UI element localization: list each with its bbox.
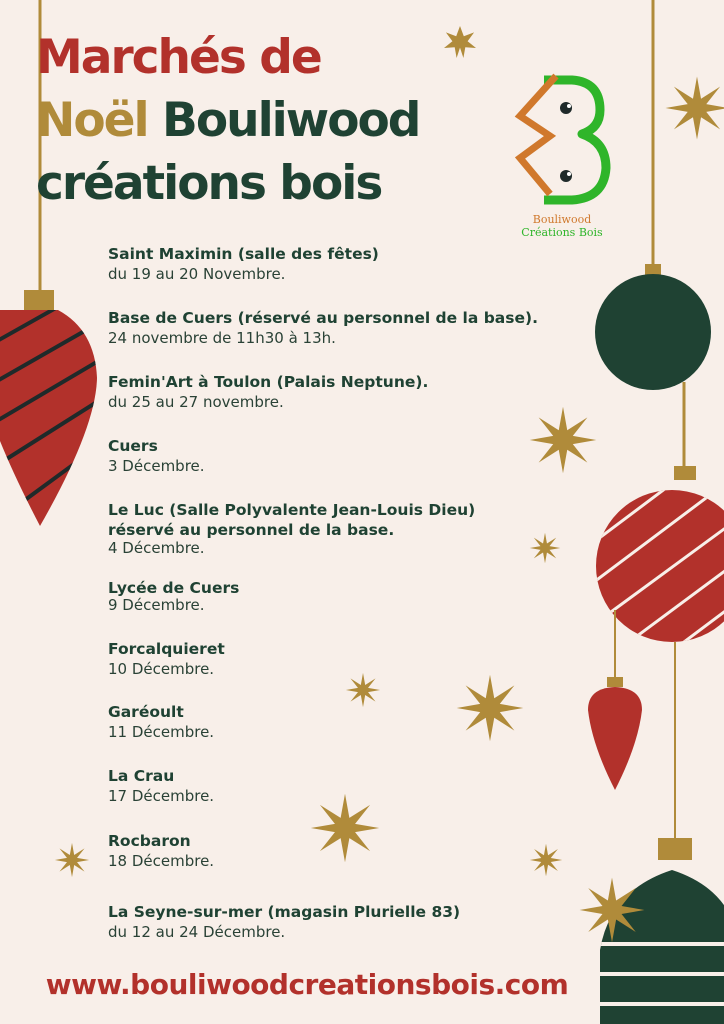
event-date: 3 Décembre. (108, 457, 205, 475)
star-icon (666, 77, 724, 140)
list-item (108, 244, 568, 284)
title-line-3: créations bois (36, 156, 382, 211)
list-item (108, 902, 568, 942)
website-link[interactable]: www.bouliwoodcreationsbois.com (45, 968, 569, 1001)
title-line-1: Marchés de (36, 30, 321, 85)
list-item (108, 831, 568, 871)
list-item (108, 766, 568, 806)
event-name: Rocbaron (108, 832, 191, 850)
event-date: 11 Décembre. (108, 723, 215, 741)
logo-tagline: Créations Bois (521, 226, 603, 239)
logo-name: Bouliwood (532, 213, 592, 226)
list-item (108, 372, 568, 412)
event-name: Lycée de Cuers (108, 579, 240, 597)
poster-title (36, 26, 419, 215)
bouliwood-logo-icon (510, 70, 614, 210)
event-name: Base de Cuers (réservé au personnel de la base). (108, 309, 538, 327)
event-date: du 25 au 27 novembre. (108, 393, 284, 411)
event-name: Le Luc (Salle Polyvalente Jean-Louis Dieu) (108, 501, 476, 519)
drop-ornament-icon (588, 610, 642, 790)
event-date: 17 Décembre. (108, 787, 215, 805)
event-name: Cuers (108, 437, 158, 455)
event-name: Saint Maximin (salle des fêtes) (108, 245, 379, 263)
event-date: 9 Décembre. (108, 596, 205, 614)
event-name: Garéoult (108, 703, 184, 721)
event-date: du 19 au 20 Novembre. (108, 265, 286, 283)
event-name: La Crau (108, 767, 175, 785)
list-item (108, 436, 568, 476)
star-icon (444, 26, 476, 58)
event-date: du 12 au 24 Décembre. (108, 923, 286, 941)
brand-logo (510, 70, 614, 242)
title-noel: Noël (36, 93, 148, 148)
event-name: La Seyne-sur-mer (magasin Plurielle 83) (108, 903, 461, 921)
event-date: 4 Décembre. (108, 539, 205, 557)
list-item (108, 500, 568, 556)
title-line-2 (36, 89, 419, 152)
event-note: réservé au personnel de la base. (108, 521, 395, 539)
event-date: 24 novembre de 11h30 à 13h. (108, 329, 336, 347)
event-name: Femin'Art à Toulon (Palais Neptune). (108, 373, 429, 391)
list-item (108, 579, 568, 613)
event-name: Forcalquieret (108, 640, 225, 658)
list-item (108, 308, 568, 348)
striped-ornament-icon (590, 382, 724, 660)
list-item (108, 702, 568, 742)
event-date: 10 Décembre. (108, 660, 215, 678)
event-date: 18 Décembre. (108, 852, 215, 870)
star-icon (55, 843, 89, 877)
title-brand: Bouliwood (162, 93, 420, 148)
list-item (108, 639, 568, 679)
